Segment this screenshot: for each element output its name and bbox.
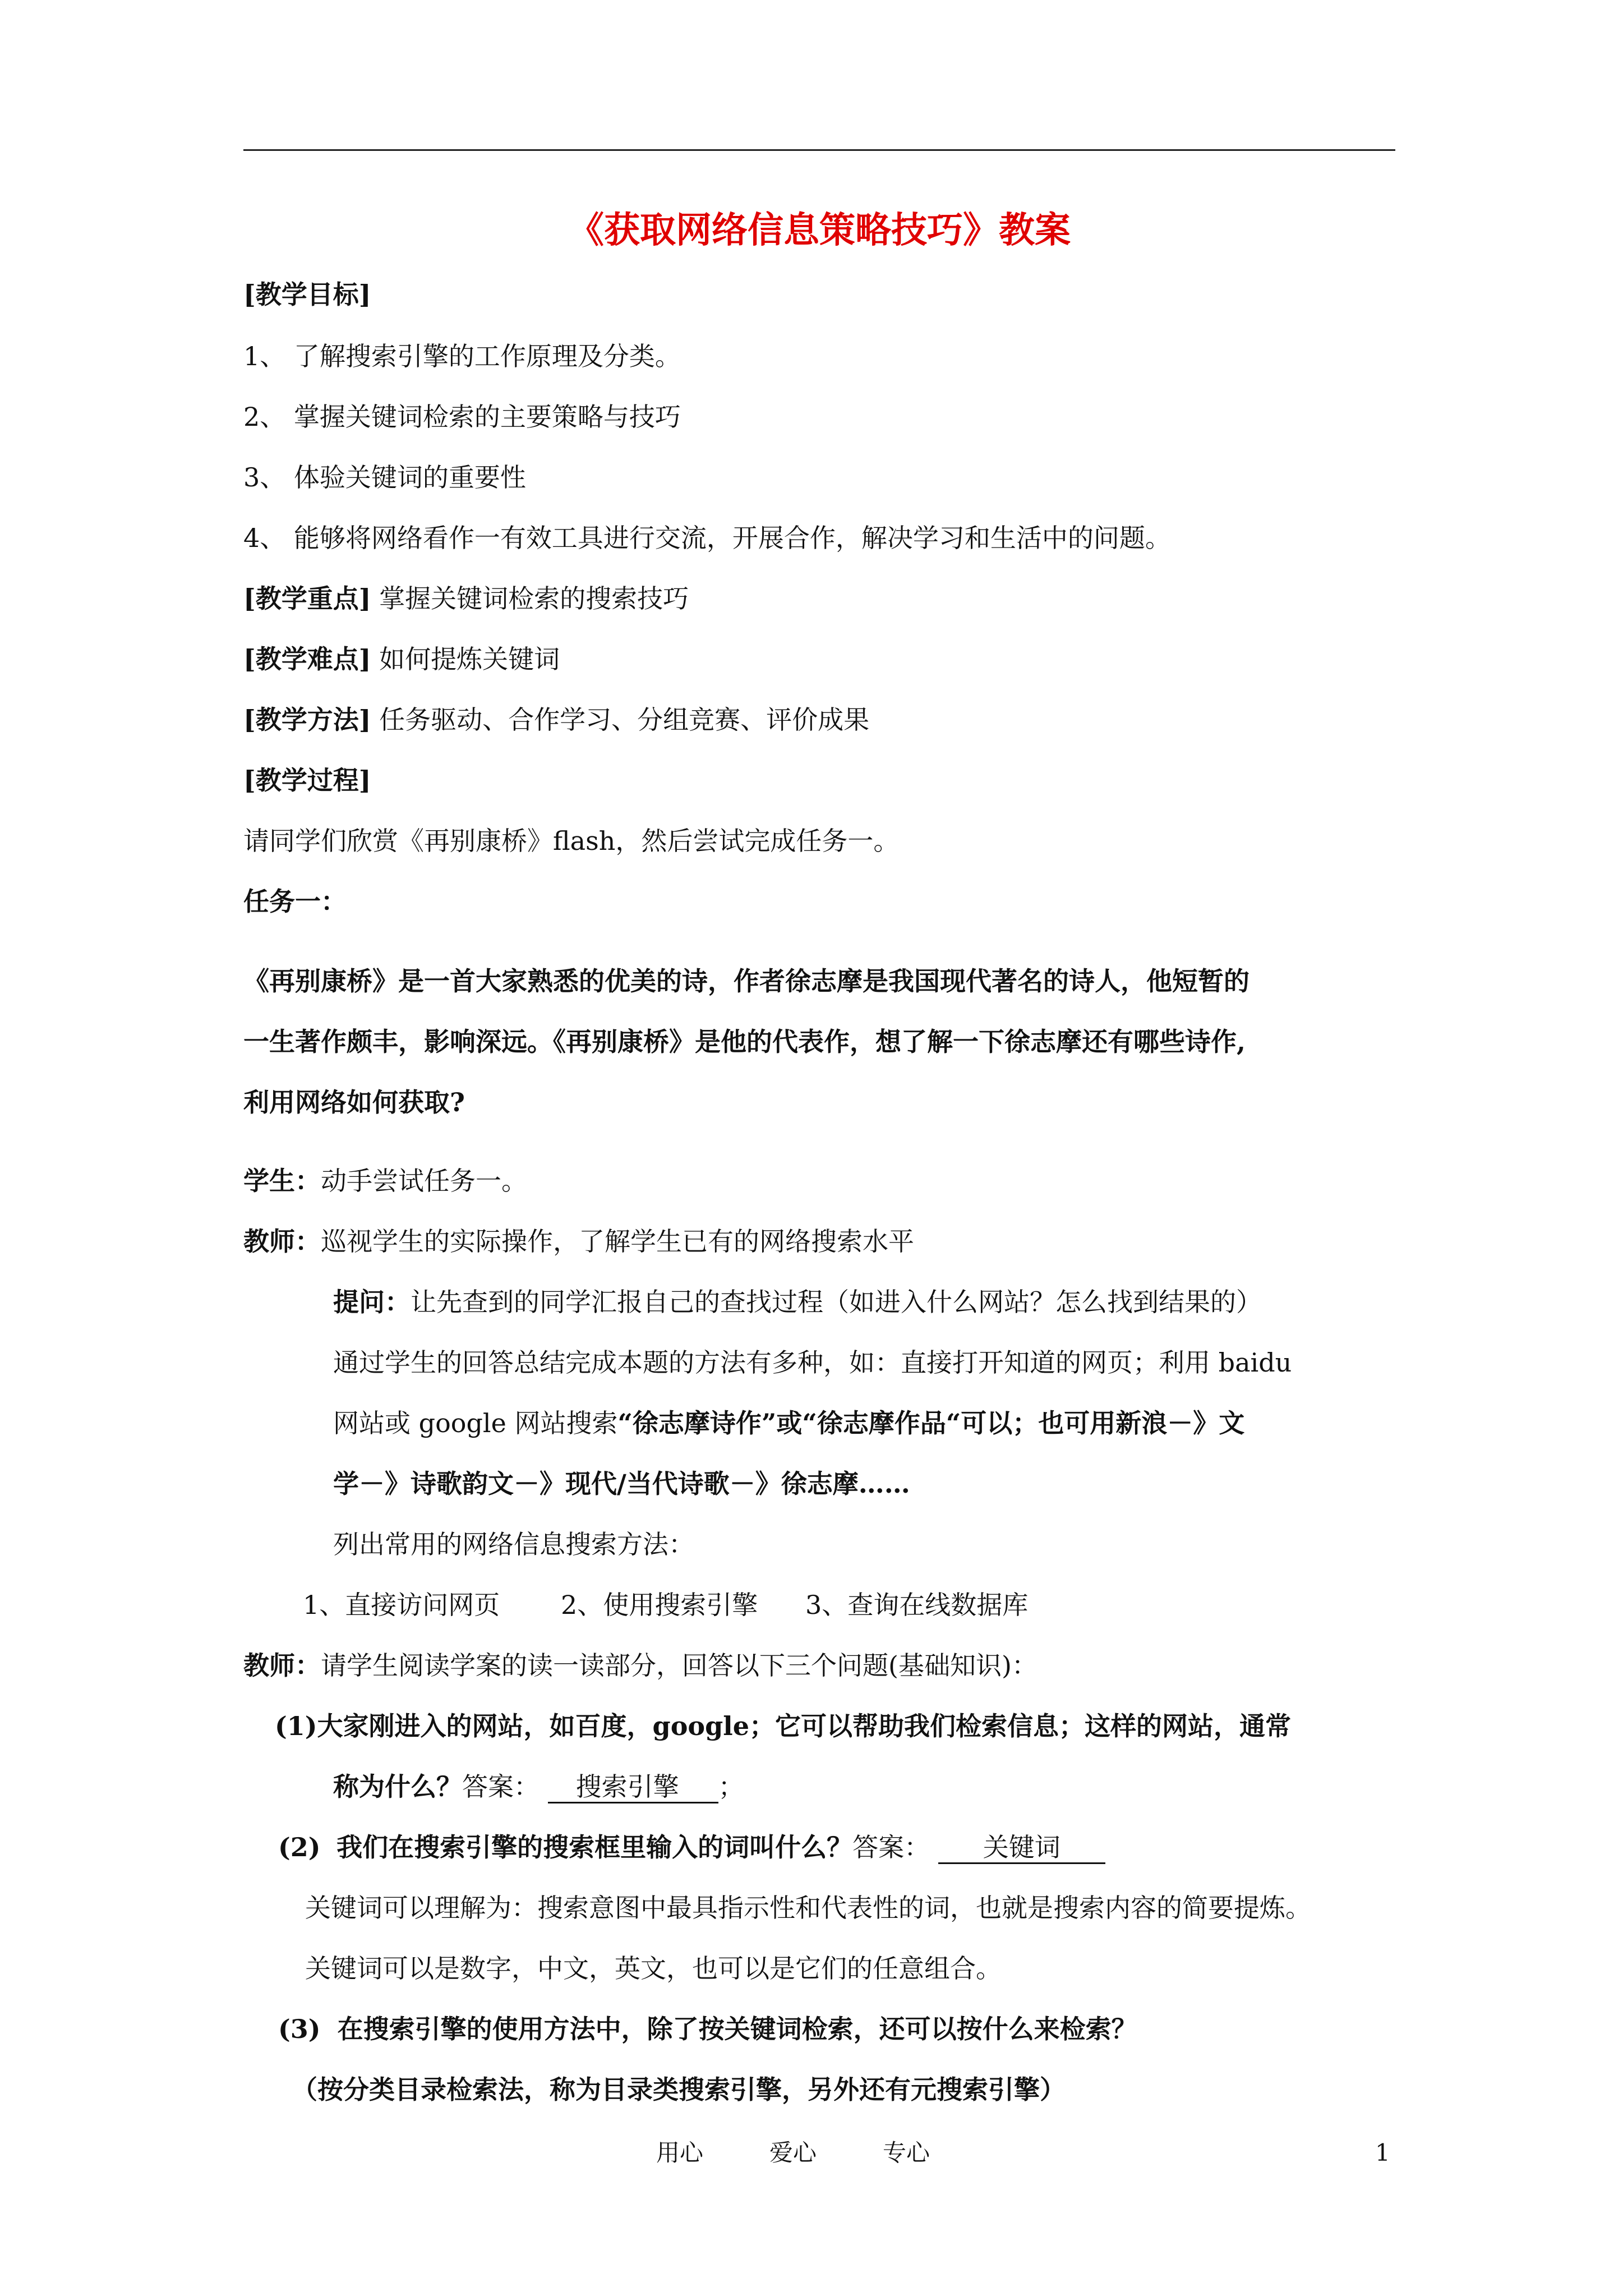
question-3-answer: （按分类目录检索法，称为目录类搜索引擎，另外还有元搜索引擎） <box>292 2074 1066 2105</box>
header-rule <box>243 149 1395 151</box>
teacher-text-2: 请学生阅读学案的读一读部分，回答以下三个问题(基础知识)： <box>321 1650 1038 1681</box>
teacher-label: 教师： <box>243 1226 321 1257</box>
teacher-line-1 <box>243 1224 914 1259</box>
question-2-explanation-2: 关键词可以是数字，中文，英文，也可以是它们的任意组合。 <box>305 1953 1002 1984</box>
question-1-end: ； <box>718 1772 744 1802</box>
process-heading: [教学过程] <box>243 765 371 795</box>
question-2-answer-label: 答案： <box>852 1832 930 1862</box>
footer-item-1: 用心 <box>656 2139 704 2166</box>
goals-heading: [教学目标] <box>243 279 371 310</box>
question-2-number: (2) <box>278 1832 321 1862</box>
goal-item-2: 2、 掌握关键词检索的主要策略与技巧 <box>243 402 681 432</box>
question-1-answer-label: 答案： <box>462 1772 540 1802</box>
goal-item-1: 1、 了解搜索引擎的工作原理及分类。 <box>243 341 681 371</box>
methods-list-item-1: 1、直接访问网页 <box>303 1590 500 1620</box>
question-2-line <box>278 1830 1105 1865</box>
student-line <box>243 1163 527 1198</box>
footer-item-3: 专心 <box>883 2139 930 2166</box>
question-3-text: 在搜索引擎的使用方法中，除了按关键词检索，还可以按什么来检索？ <box>337 2014 1137 2044</box>
document-title: 《获取网络信息策略技巧》教案 <box>568 209 1071 251</box>
question-line <box>333 1285 1262 1319</box>
task1-line-2: 一生著作颇丰，影响深远。《再别康桥》是他的代表作，想了解一下徐志摩还有哪些诗作, <box>243 1027 1246 1057</box>
student-text: 动手尝试任务一。 <box>321 1166 527 1196</box>
goal-item-3: 3、 体验关键词的重要性 <box>243 462 526 493</box>
question-text: 让先查到的同学汇报自己的查找过程（如进入什么网站？怎么找到结果的） <box>411 1287 1262 1317</box>
question-label: 提问： <box>333 1287 411 1317</box>
question-1-line-2 <box>333 1769 744 1804</box>
intro-text: 请同学们欣赏《再别康桥》flash，然后尝试完成任务一。 <box>243 826 900 856</box>
methods-text: 任务驱动、合作学习、分组竞赛、评价成果 <box>379 705 870 735</box>
difficulty-text: 如何提炼关键词 <box>379 644 560 674</box>
difficulty-line <box>243 642 560 677</box>
summary-line-3: 学－》诗歌韵文－》现代/当代诗歌－》徐志摩…… <box>333 1469 910 1499</box>
task1-label: 任务一： <box>243 886 347 917</box>
teacher-label-2: 教师： <box>243 1650 321 1681</box>
task1-line-1: 《再别康桥》是一首大家熟悉的优美的诗，作者徐志摩是我国现代著名的诗人，他短暂的 <box>243 966 1249 996</box>
focus-label: [教学重点] <box>243 583 371 614</box>
summary-line-2-normal: 网站或 google 网站搜索 <box>333 1408 618 1438</box>
question-1-text: 称为什么？ <box>333 1772 462 1802</box>
question-2-text: 我们在搜索引擎的搜索框里输入的词叫什么？ <box>336 1832 853 1862</box>
question-1-answer: 搜索引擎 <box>548 1772 718 1803</box>
goal-item-4: 4、 能够将网络看作一有效工具进行交流，开展合作，解决学习和生活中的问题。 <box>243 523 1171 553</box>
teacher-line-2 <box>243 1648 1038 1683</box>
methods-label: [教学方法] <box>243 705 371 735</box>
student-label: 学生： <box>243 1166 321 1196</box>
summary-line-1: 通过学生的回答总结完成本题的方法有多种，如：直接打开知道的网页；利用 baidu <box>333 1347 1292 1378</box>
teacher-text: 巡视学生的实际操作，了解学生已有的网络搜索水平 <box>321 1226 914 1257</box>
summary-line-2 <box>333 1406 1244 1441</box>
page-number: 1 <box>1375 2139 1390 2166</box>
question-3-line <box>278 2012 1137 2046</box>
question-3-number: (3) <box>278 2014 321 2044</box>
methods-list-item-3: 3、查询在线数据库 <box>805 1590 1029 1620</box>
question-2-answer: 关键词 <box>938 1832 1105 1864</box>
difficulty-label: [教学难点] <box>243 644 371 674</box>
question-1-line-1: (1)大家刚进入的网站，如百度，google；它可以帮助我们检索信息；这样的网站，通常 <box>275 1711 1291 1741</box>
footer-item-2: 爱心 <box>769 2139 817 2166</box>
methods-list-item-2: 2、使用搜索引擎 <box>561 1590 758 1620</box>
methods-line <box>243 702 869 737</box>
summary-line-2-bold: “徐志摩诗作”或“徐志摩作品“可以；也可用新浪－》文 <box>617 1408 1245 1438</box>
focus-line <box>243 581 689 616</box>
focus-text: 掌握关键词检索的搜索技巧 <box>379 583 689 614</box>
task1-line-3: 利用网络如何获取? <box>243 1087 465 1117</box>
question-2-explanation-1: 关键词可以理解为：搜索意图中最具指示性和代表性的词，也就是搜索内容的简要提炼。 <box>305 1893 1311 1923</box>
methods-list-intro: 列出常用的网络信息搜索方法： <box>333 1529 694 1559</box>
